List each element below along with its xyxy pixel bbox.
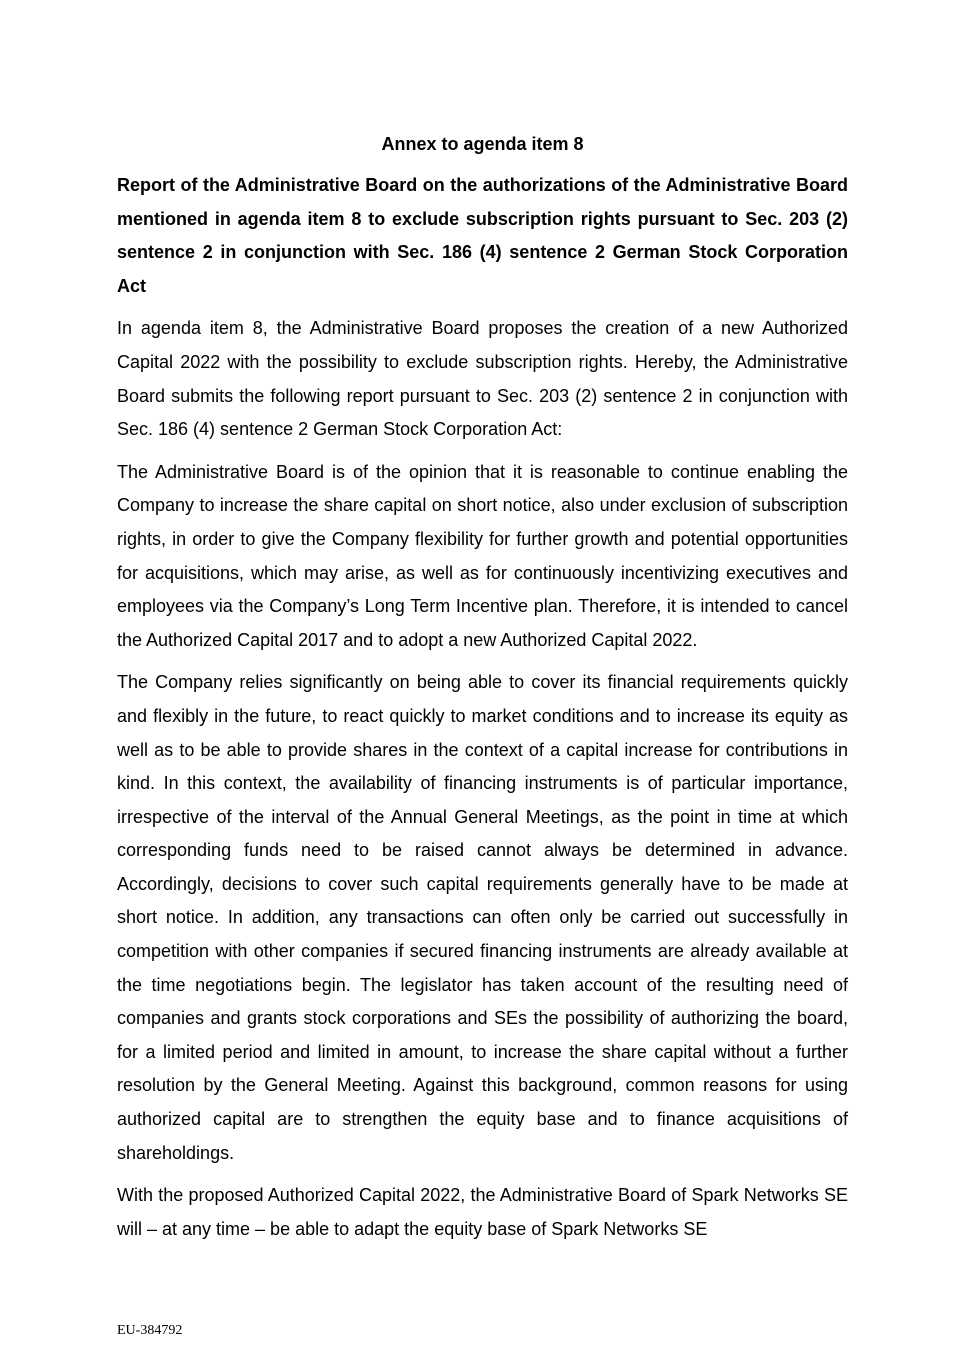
paragraph-opinion: The Administrative Board is of the opinion that it is reasonable to continue enabling the Company to increase the share capital on short notice, also under exclusion of subscription rights, in order to give the Company flexibility for further growth and potential opportunities for acquisitions, which may arise, as well as for continuously incentivizing executives and employees via the Company’s Long Term Incentive plan. Therefore, it is intended to cancel the Authorized Capital 2017 and to adopt a new Authorized Capital 2022.	[117, 461, 848, 650]
paragraph-authorized-capital: With the proposed Authorized Capital 2022, the Administrative Board of Spark Networks SE will – at any time – be able to adapt the equity base of Spark Networks SE	[117, 1185, 848, 1239]
annex-title: Annex to agenda item 8	[381, 134, 584, 154]
document-id: EU-384792	[117, 1323, 183, 1338]
document-page	[117, 128, 848, 1255]
paragraph-financing: The Company relies significantly on being able to cover its financial requirements quickly and flexibly in the future, to react quickly to market conditions and to increase its equity as well as to be able to provide shares in the context of a capital increase for contributions in kind. In this context, the availability of financing instruments is of particular importance, irrespective of the interval of the Annual General Meetings, as the point in time at which corresponding funds need to be raised cannot always be determined in advance. Accordingly, decisions to cover such capital requirements generally have to be made at short notice. In addition, any transactions can often only be carried out successfully in competition with other companies if secured financing instruments are already available at the time negotiations begin. The legislator has taken account of the resulting need of companies and grants stock corporations and SEs the possibility of authorizing the board, for a limited period and limited in amount, to increase the share capital without a further resolution by the General Meeting. Against this background, common reasons for using authorized capital are to strengthen the equity base and to finance acquisitions of shareholdings.	[117, 672, 848, 1163]
report-heading: Report of the Administrative Board on the authorizations of the Administrative Board mentioned in agenda item 8 to exclude subscription rights pursuant to Sec. 203 (2) sentence 2 in conjunction with Sec. 186 (4) sentence 2 German Stock Corporation Act	[117, 175, 848, 296]
paragraph-intro: In agenda item 8, the Administrative Board proposes the creation of a new Authorized Capital 2022 with the possibility to exclude subscription rights. Hereby, the Administrative Board submits the following report pursuant to Sec. 203 (2) sentence 2 in conjunction with Sec. 186 (4) sentence 2 German Stock Corporation Act:	[117, 318, 848, 440]
